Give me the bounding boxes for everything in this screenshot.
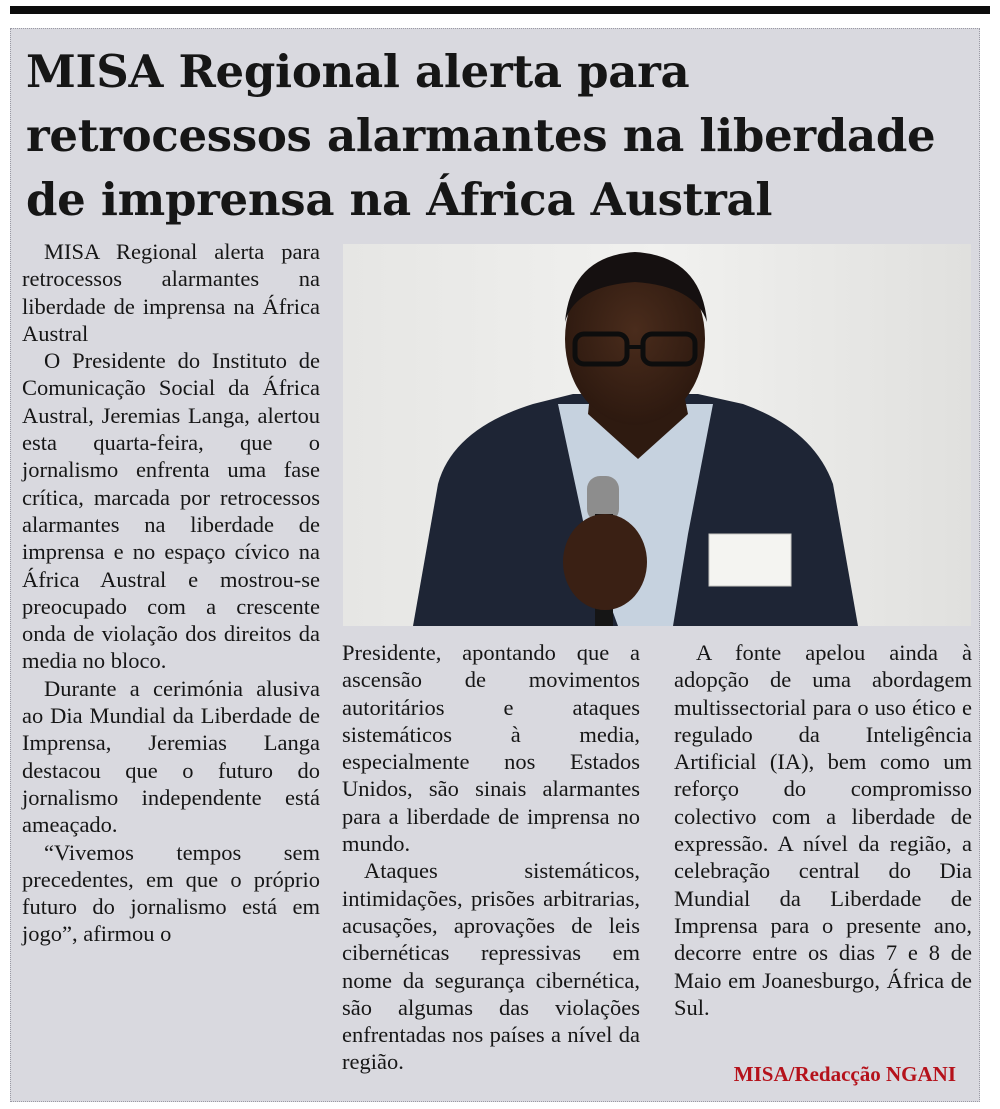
body-paragraph: Durante a cerimónia alusiva ao Dia Mundial da Liberdade de Imprensa, Jeremias Langa destacou que o futuro do jornalismo independente está ameaçado.	[22, 675, 320, 838]
lead-paragraph: MISA Regional alerta para retrocessos alarmantes na liberdade de imprensa na África Austral	[22, 239, 320, 346]
byline: MISA/Redacção NGANI	[733, 1062, 956, 1086]
body-paragraph: “Vivemos tempos sem precedentes, em que o próprio futuro do jornalismo está em jogo”, afirmou o	[22, 839, 320, 947]
body-paragraph: A fonte apelou ainda à adopção de uma abordagem multissectorial para o uso ético e regulado da Inteligência Artificial (IA), bem como um reforço do compromisso colectivo com a liberdade de expressão. A nível da região, a celebração central do Dia Mundial da Liberdade de Imprensa para o presente ano, decorre entre os dias 7 e 8 de Maio em Joanesburgo, África de Sul.	[674, 640, 972, 1020]
article-column-3	[674, 639, 972, 1021]
top-rule	[10, 6, 990, 14]
body-paragraph: Ataques sistemáticos, intimidações, prisões arbitrarias, acusações, aprovações de leis cibernéticas repressivas em nome da segurança cibernética, são algumas das violações enfrentadas nos países a nível da região.	[342, 858, 640, 1075]
speaker-photo	[343, 244, 971, 626]
article-column-2	[342, 639, 640, 1076]
article-column-1	[22, 238, 320, 948]
body-paragraph: Presidente, apontando que a ascensão de movimentos autoritários e ataques sistemáticos à media, especialmente nos Estados Unidos, são sinais alarmantes para a liberdade de imprensa no mundo.	[342, 640, 640, 857]
headline: MISA Regional alerta para retrocessos alarmantes na liberdade de imprensa na África Austral	[26, 45, 936, 226]
body-paragraph: O Presidente do Instituto de Comunicação Social da África Austral, Jeremias Langa, alertou esta quarta-feira, que o jornalismo enfrenta uma fase crítica, marcada por retrocessos alarmantes na liberdade de imprensa e no espaço cívico na África Austral e mostrou-se preocupado com a crescente onda de violação dos direitos da media no bloco.	[22, 348, 320, 674]
